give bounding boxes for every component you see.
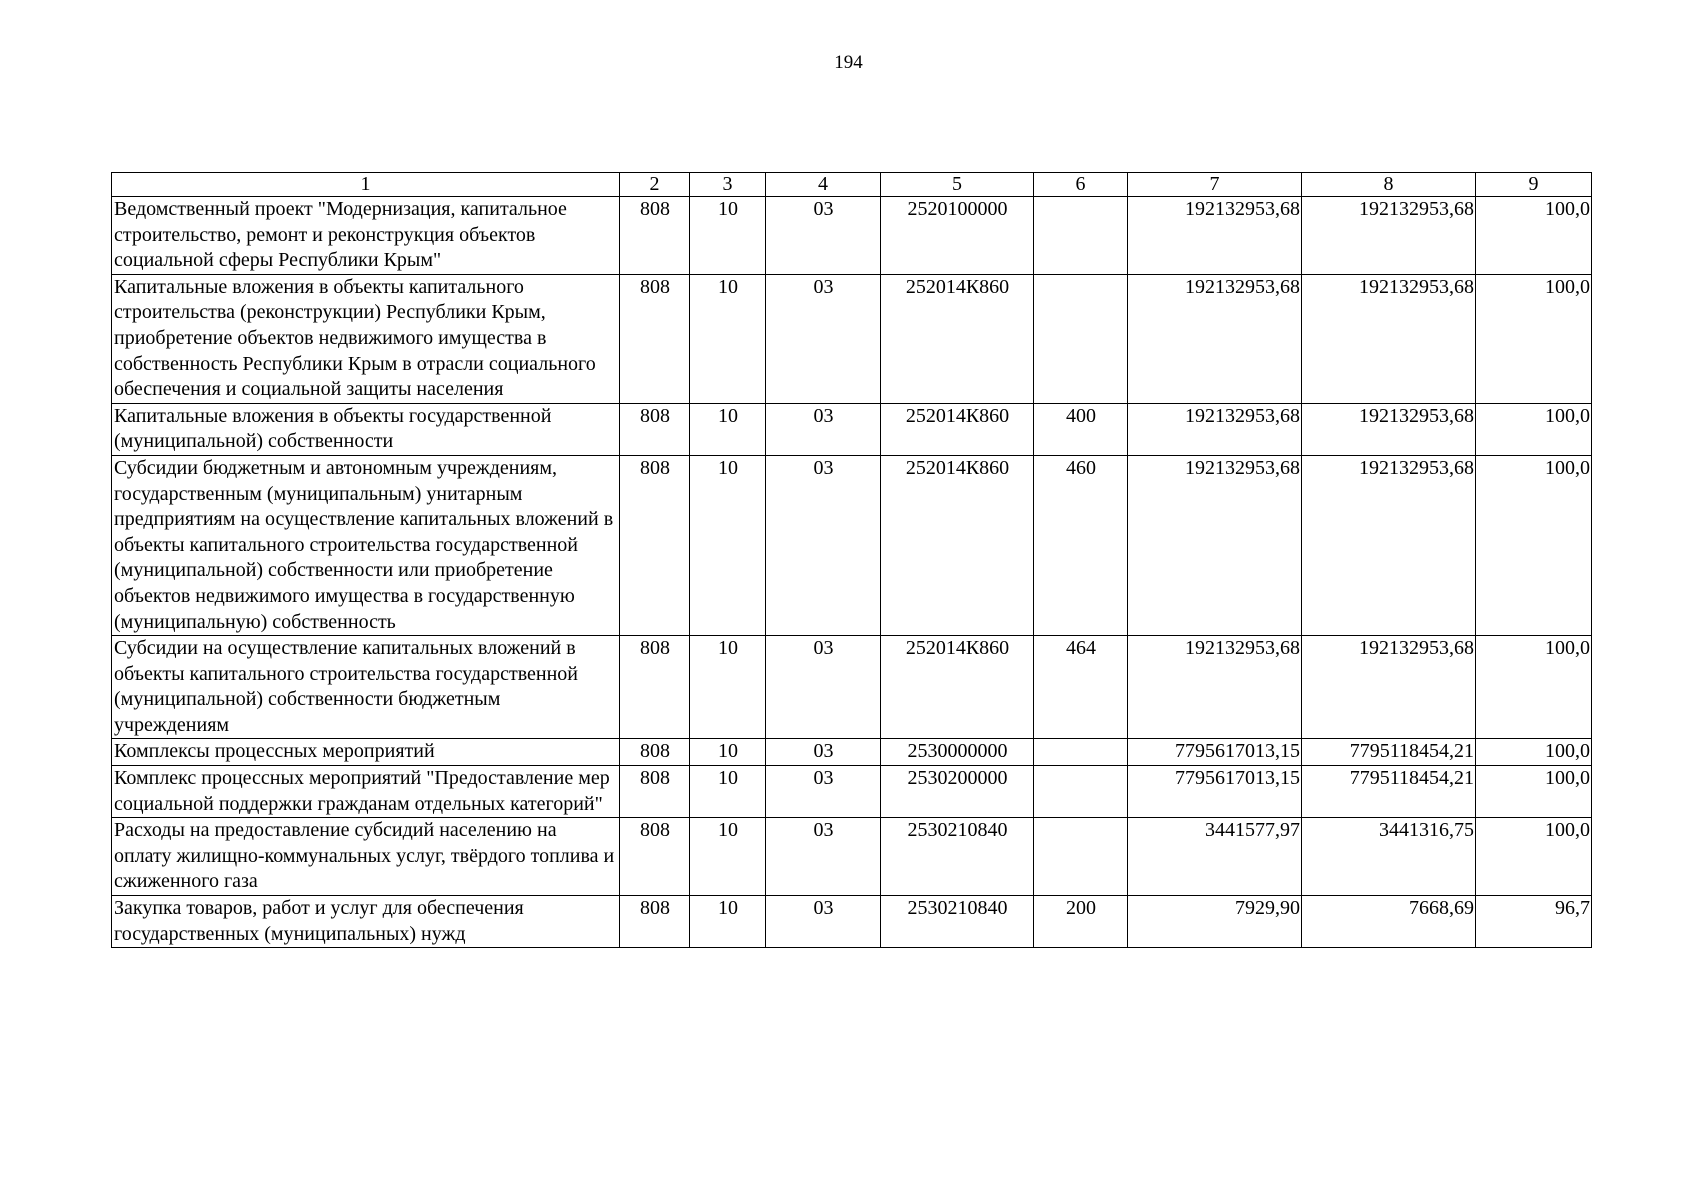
table-row (112, 896, 1592, 948)
column-4-cell: 03 (766, 197, 881, 275)
column-3-cell: 10 (690, 766, 766, 818)
column-4-cell: 03 (766, 636, 881, 739)
table-header (112, 173, 1592, 197)
column-4-cell: 03 (766, 455, 881, 635)
header-row (112, 173, 1592, 197)
column-4-cell: 03 (766, 818, 881, 896)
column-8-cell: 7795118454,21 (1302, 766, 1476, 818)
header-cell: 6 (1034, 173, 1128, 197)
column-7-cell: 192132953,68 (1128, 274, 1302, 403)
column-2-cell: 808 (620, 455, 690, 635)
column-9-cell: 100,0 (1476, 274, 1592, 403)
table-row (112, 403, 1592, 455)
column-7-cell: 7929,90 (1128, 896, 1302, 948)
row-name-cell: Капитальные вложения в объекты капитального строительства (реконструкции) Республики Крым, приобретение объектов недвижимого имущества в собственность Республики Крым в отрасли социального обеспечения и социальной защиты населения (112, 274, 620, 403)
budget-table (111, 172, 1592, 948)
column-3-cell: 10 (690, 896, 766, 948)
column-5-cell: 252014К860 (881, 455, 1034, 635)
column-8-cell: 7795118454,21 (1302, 739, 1476, 766)
column-9-cell: 100,0 (1476, 766, 1592, 818)
column-7-cell: 192132953,68 (1128, 636, 1302, 739)
column-7-cell: 3441577,97 (1128, 818, 1302, 896)
column-9-cell: 100,0 (1476, 636, 1592, 739)
column-6-cell (1034, 197, 1128, 275)
column-4-cell: 03 (766, 896, 881, 948)
row-name-cell: Закупка товаров, работ и услуг для обеспечения государственных (муниципальных) нужд (112, 896, 620, 948)
column-8-cell: 7668,69 (1302, 896, 1476, 948)
column-4-cell: 03 (766, 739, 881, 766)
row-name-cell: Субсидии на осуществление капитальных вложений в объекты капитального строительства государственной (муниципальной) собственности бюджетным учреждениям (112, 636, 620, 739)
header-cell: 8 (1302, 173, 1476, 197)
column-7-cell: 192132953,68 (1128, 197, 1302, 275)
column-7-cell: 7795617013,15 (1128, 766, 1302, 818)
column-3-cell: 10 (690, 403, 766, 455)
column-2-cell: 808 (620, 739, 690, 766)
column-7-cell: 192132953,68 (1128, 403, 1302, 455)
row-name-cell: Субсидии бюджетным и автономным учреждениям, государственным (муниципальным) унитарным предприятиям на осуществление капитальных вложений в объекты капитального строительства государственной (муниципальной) собственности или приобретение объектов недвижимого имущества в государственную (муниципальную) собственность (112, 455, 620, 635)
column-9-cell: 100,0 (1476, 739, 1592, 766)
header-cell: 3 (690, 173, 766, 197)
column-2-cell: 808 (620, 197, 690, 275)
row-name-cell: Комплексы процессных мероприятий (112, 739, 620, 766)
column-6-cell (1034, 274, 1128, 403)
column-5-cell: 2530210840 (881, 818, 1034, 896)
column-7-cell: 192132953,68 (1128, 455, 1302, 635)
header-cell: 5 (881, 173, 1034, 197)
column-5-cell: 2520100000 (881, 197, 1034, 275)
column-3-cell: 10 (690, 274, 766, 403)
column-6-cell: 400 (1034, 403, 1128, 455)
column-5-cell: 252014К860 (881, 403, 1034, 455)
column-6-cell: 460 (1034, 455, 1128, 635)
column-8-cell: 192132953,68 (1302, 274, 1476, 403)
column-8-cell: 192132953,68 (1302, 455, 1476, 635)
column-6-cell (1034, 766, 1128, 818)
column-5-cell: 2530200000 (881, 766, 1034, 818)
table-row (112, 636, 1592, 739)
column-3-cell: 10 (690, 455, 766, 635)
table-row (112, 455, 1592, 635)
row-name-cell: Ведомственный проект "Модернизация, капитальное строительство, ремонт и реконструкция объектов социальной сферы Республики Крым" (112, 197, 620, 275)
column-6-cell: 464 (1034, 636, 1128, 739)
column-9-cell: 96,7 (1476, 896, 1592, 948)
column-2-cell: 808 (620, 896, 690, 948)
column-6-cell (1034, 739, 1128, 766)
table-row (112, 197, 1592, 275)
page-number: 194 (834, 52, 863, 73)
column-5-cell: 252014К860 (881, 636, 1034, 739)
column-4-cell: 03 (766, 274, 881, 403)
column-2-cell: 808 (620, 636, 690, 739)
column-5-cell: 2530000000 (881, 739, 1034, 766)
table-row (112, 766, 1592, 818)
column-6-cell (1034, 818, 1128, 896)
column-9-cell: 100,0 (1476, 818, 1592, 896)
table-row (112, 274, 1592, 403)
column-3-cell: 10 (690, 818, 766, 896)
table-row (112, 739, 1592, 766)
header-cell: 4 (766, 173, 881, 197)
header-cell: 2 (620, 173, 690, 197)
column-4-cell: 03 (766, 766, 881, 818)
column-9-cell: 100,0 (1476, 197, 1592, 275)
column-8-cell: 192132953,68 (1302, 403, 1476, 455)
header-cell: 1 (112, 173, 620, 197)
column-3-cell: 10 (690, 636, 766, 739)
row-name-cell: Расходы на предоставление субсидий населению на оплату жилищно-коммунальных услуг, твёрдого топлива и сжиженного газа (112, 818, 620, 896)
column-5-cell: 252014К860 (881, 274, 1034, 403)
column-2-cell: 808 (620, 818, 690, 896)
column-5-cell: 2530210840 (881, 896, 1034, 948)
header-cell: 7 (1128, 173, 1302, 197)
column-8-cell: 192132953,68 (1302, 197, 1476, 275)
row-name-cell: Комплекс процессных мероприятий "Предоставление мер социальной поддержки гражданам отдельных категорий" (112, 766, 620, 818)
column-3-cell: 10 (690, 739, 766, 766)
row-name-cell: Капитальные вложения в объекты государственной (муниципальной) собственности (112, 403, 620, 455)
column-3-cell: 10 (690, 197, 766, 275)
column-4-cell: 03 (766, 403, 881, 455)
column-8-cell: 3441316,75 (1302, 818, 1476, 896)
table-row (112, 818, 1592, 896)
column-9-cell: 100,0 (1476, 455, 1592, 635)
header-cell: 9 (1476, 173, 1592, 197)
column-2-cell: 808 (620, 403, 690, 455)
column-6-cell: 200 (1034, 896, 1128, 948)
table-body (112, 197, 1592, 948)
column-9-cell: 100,0 (1476, 403, 1592, 455)
column-2-cell: 808 (620, 766, 690, 818)
column-8-cell: 192132953,68 (1302, 636, 1476, 739)
column-7-cell: 7795617013,15 (1128, 739, 1302, 766)
column-2-cell: 808 (620, 274, 690, 403)
